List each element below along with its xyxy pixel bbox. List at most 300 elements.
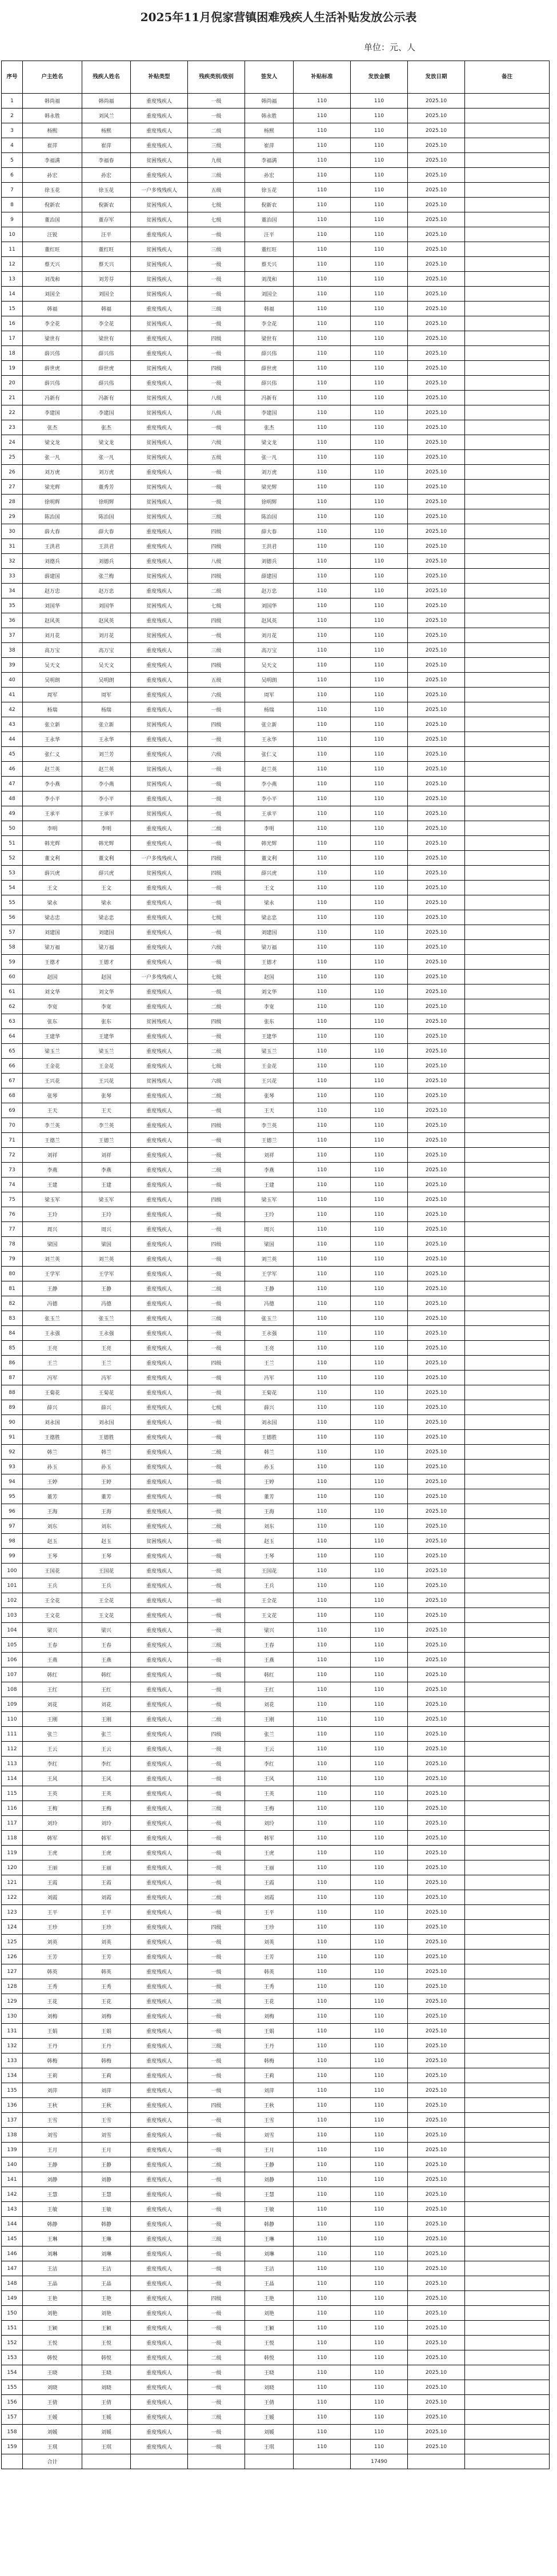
table-cell: 一级 xyxy=(188,2202,245,2217)
table-cell: 冯新有 xyxy=(82,391,131,405)
table-cell: 73 xyxy=(2,1163,23,1178)
table-cell: 王秀 xyxy=(245,1979,294,1994)
table-row xyxy=(2,1682,550,1697)
table-row xyxy=(2,1311,550,1326)
table-cell: 55 xyxy=(2,895,23,910)
table-cell: 一级 xyxy=(188,881,245,895)
table-cell: 110 xyxy=(294,153,351,168)
table-cell: 王婷 xyxy=(82,1474,131,1489)
table-row xyxy=(2,1578,550,1593)
table-cell: 2025.10 xyxy=(408,1920,465,1935)
table-cell: 一级 xyxy=(188,1103,245,1118)
table-row xyxy=(2,2232,550,2247)
table-cell: 37 xyxy=(2,628,23,643)
column-header: 补贴标准 xyxy=(294,61,351,94)
table-row xyxy=(2,925,550,940)
table-cell xyxy=(465,821,550,836)
table-cell: 重度残疾人 xyxy=(131,2187,188,2202)
table-cell: 52 xyxy=(2,851,23,866)
table-cell: 一级 xyxy=(188,1964,245,1979)
table-cell: 王媛 xyxy=(23,2410,82,2425)
table-row xyxy=(2,777,550,791)
table-cell: 贫困残疾人 xyxy=(131,198,188,212)
table-cell: 董芳 xyxy=(245,1489,294,1504)
table-cell: 110 xyxy=(351,1771,408,1786)
table-cell: 一级 xyxy=(188,1207,245,1222)
table-cell: 110 xyxy=(294,1029,351,1044)
table-cell: 41 xyxy=(2,688,23,702)
table-cell xyxy=(465,1786,550,1801)
table-cell: 58 xyxy=(2,940,23,955)
table-cell: 110 xyxy=(294,1014,351,1029)
table-cell: 2025.10 xyxy=(408,1252,465,1267)
table-cell: 刘文华 xyxy=(245,984,294,999)
table-row xyxy=(2,272,550,287)
table-cell: 110 xyxy=(294,1252,351,1267)
table-cell: 2025.10 xyxy=(408,1489,465,1504)
table-cell: 一级 xyxy=(188,2187,245,2202)
table-cell: 贫困残疾人 xyxy=(131,866,188,881)
table-cell: 贫困残疾人 xyxy=(131,287,188,302)
table-cell: 重度残疾人 xyxy=(131,836,188,851)
table-cell: 92 xyxy=(2,1445,23,1460)
table-row xyxy=(2,2143,550,2157)
table-cell: 110 xyxy=(351,999,408,1014)
table-cell: 三级 xyxy=(188,168,245,183)
table-cell: 重度残疾人 xyxy=(131,1267,188,1281)
table-cell xyxy=(465,2217,550,2232)
table-cell xyxy=(465,1697,550,1712)
table-cell: 韩梅 xyxy=(245,2053,294,2068)
table-row xyxy=(2,910,550,925)
table-cell xyxy=(465,1192,550,1207)
table-cell: 王玲 xyxy=(82,1207,131,1222)
table-cell: 110 xyxy=(294,495,351,509)
table-cell: 重度残疾人 xyxy=(131,1757,188,1771)
table-cell: 135 xyxy=(2,2083,23,2098)
table-cell: 重度残疾人 xyxy=(131,1133,188,1148)
table-cell: 李全花 xyxy=(23,316,82,331)
table-row xyxy=(2,673,550,688)
table-cell: 一级 xyxy=(188,1296,245,1311)
table-cell: 64 xyxy=(2,1029,23,1044)
table-row xyxy=(2,1979,550,1994)
table-cell xyxy=(465,598,550,613)
table-cell xyxy=(465,1088,550,1103)
table-cell xyxy=(465,1118,550,1133)
table-cell: 一级 xyxy=(188,2425,245,2440)
table-row xyxy=(2,1519,550,1534)
table-cell: 梁国 xyxy=(245,1237,294,1252)
table-cell: 110 xyxy=(294,168,351,183)
table-cell: 110 xyxy=(351,1667,408,1682)
table-cell xyxy=(465,688,550,702)
table-cell: 38 xyxy=(2,643,23,658)
table-cell: 重度残疾人 xyxy=(131,1608,188,1623)
table-cell: 张立新 xyxy=(245,717,294,732)
table-cell: 二级 xyxy=(188,123,245,138)
table-cell: 110 xyxy=(351,791,408,806)
table-cell: 杨瑞 xyxy=(23,702,82,717)
table-cell: 刘萍 xyxy=(82,2083,131,2098)
table-cell xyxy=(465,1682,550,1697)
table-cell: 11 xyxy=(2,242,23,257)
table-cell: 重度残疾人 xyxy=(131,1905,188,1920)
header-row xyxy=(2,61,550,94)
table-cell: 王晶 xyxy=(23,2276,82,2291)
table-cell: 重度残疾人 xyxy=(131,1341,188,1356)
table-cell: 110 xyxy=(294,2350,351,2365)
table-cell: 110 xyxy=(351,836,408,851)
table-row xyxy=(2,1474,550,1489)
table-cell xyxy=(465,1356,550,1371)
table-cell: 六级 xyxy=(188,1074,245,1088)
table-cell: 110 xyxy=(294,123,351,138)
table-cell: 119 xyxy=(2,1846,23,1860)
table-cell: 110 xyxy=(351,1237,408,1252)
table-cell: 2025.10 xyxy=(408,316,465,331)
table-row xyxy=(2,1371,550,1385)
table-cell xyxy=(465,2083,550,2098)
table-cell: 王国花 xyxy=(245,1564,294,1578)
table-cell: 110 xyxy=(294,138,351,153)
table-cell: 2025.10 xyxy=(408,895,465,910)
total-cell-empty-8 xyxy=(465,2454,550,2469)
table-cell: 110 xyxy=(294,1875,351,1890)
table-cell: 110 xyxy=(351,1103,408,1118)
table-row xyxy=(2,2425,550,2440)
table-cell xyxy=(465,955,550,970)
table-row xyxy=(2,1445,550,1460)
table-cell: 王芳 xyxy=(245,1950,294,1964)
table-cell: 贫困残疾人 xyxy=(131,495,188,509)
table-cell: 82 xyxy=(2,1296,23,1311)
table-cell: 李福春 xyxy=(82,153,131,168)
table-cell: 110 xyxy=(294,1237,351,1252)
table-cell: 三级 xyxy=(188,302,245,316)
table-cell: 赵玉 xyxy=(82,1534,131,1549)
table-cell: 薛兴虎 xyxy=(245,866,294,881)
table-cell: 72 xyxy=(2,1148,23,1163)
table-cell: 七级 xyxy=(188,970,245,984)
table-cell: 2025.10 xyxy=(408,1519,465,1534)
table-cell: 2025.10 xyxy=(408,791,465,806)
table-cell xyxy=(465,2113,550,2128)
table-cell: 110 xyxy=(351,1519,408,1534)
table-cell: 110 xyxy=(294,1341,351,1356)
table-cell xyxy=(465,480,550,495)
table-cell: 张玉兰 xyxy=(245,1311,294,1326)
table-cell: 110 xyxy=(351,732,408,747)
table-cell: 2025.10 xyxy=(408,2143,465,2157)
table-cell: 重度残疾人 xyxy=(131,1846,188,1860)
table-cell: 110 xyxy=(351,1816,408,1831)
table-cell: 110 xyxy=(294,1712,351,1727)
table-cell xyxy=(465,509,550,524)
table-cell: 王琳 xyxy=(23,2232,82,2247)
table-cell xyxy=(465,198,550,212)
table-cell: 贫困残疾人 xyxy=(131,257,188,272)
table-cell: 重度残疾人 xyxy=(131,2039,188,2053)
table-cell: 2025.10 xyxy=(408,1148,465,1163)
table-cell: 王静 xyxy=(82,2157,131,2172)
table-cell: 110 xyxy=(294,2291,351,2306)
table-row xyxy=(2,598,550,613)
table-cell: 2025.10 xyxy=(408,108,465,123)
table-cell: 110 xyxy=(351,1950,408,1964)
table-cell: 刘萍 xyxy=(23,2083,82,2098)
table-cell: 李红 xyxy=(245,1757,294,1771)
table-cell: 王琴 xyxy=(245,1549,294,1564)
table-cell: 王琪 xyxy=(82,2440,131,2454)
table-cell: 110 xyxy=(351,2098,408,2113)
table-cell: 董治国 xyxy=(23,212,82,227)
table-cell: 李建国 xyxy=(82,405,131,420)
table-cell: 110 xyxy=(351,198,408,212)
table-cell xyxy=(465,1816,550,1831)
table-row xyxy=(2,1905,550,1920)
table-cell xyxy=(465,851,550,866)
table-cell: 110 xyxy=(351,509,408,524)
table-cell xyxy=(465,524,550,539)
table-cell: 一级 xyxy=(188,257,245,272)
table-cell: 韩尚福 xyxy=(23,94,82,108)
table-cell: 2025.10 xyxy=(408,2068,465,2083)
table-cell: 2025.10 xyxy=(408,138,465,153)
table-cell xyxy=(465,1831,550,1846)
table-cell: 贫困残疾人 xyxy=(131,1074,188,1088)
table-cell: 34 xyxy=(2,584,23,598)
table-cell: 88 xyxy=(2,1385,23,1400)
table-row xyxy=(2,1178,550,1192)
table-cell: 110 xyxy=(294,613,351,628)
table-cell: 韩红 xyxy=(245,1667,294,1682)
table-cell: 一级 xyxy=(188,2261,245,2276)
table-cell: 重度残疾人 xyxy=(131,2410,188,2425)
table-cell: 刘兰芳 xyxy=(82,747,131,762)
table-row xyxy=(2,1623,550,1638)
table-cell: 54 xyxy=(2,881,23,895)
table-cell: 2025.10 xyxy=(408,1445,465,1460)
table-cell: 2025.10 xyxy=(408,1385,465,1400)
table-cell: 110 xyxy=(351,2083,408,2098)
table-cell: 刘国华 xyxy=(245,598,294,613)
table-row xyxy=(2,2380,550,2395)
table-cell: 王雪 xyxy=(82,2113,131,2128)
table-cell: 2025.10 xyxy=(408,821,465,836)
table-cell: 2025.10 xyxy=(408,732,465,747)
table-cell: 110 xyxy=(294,257,351,272)
table-cell: 147 xyxy=(2,2261,23,2276)
table-cell: 110 xyxy=(351,1267,408,1281)
table-cell: 110 xyxy=(294,1549,351,1564)
table-cell: 刘静 xyxy=(23,2172,82,2187)
table-cell: 30 xyxy=(2,524,23,539)
table-cell: 2025.10 xyxy=(408,1549,465,1564)
table-cell: 62 xyxy=(2,999,23,1014)
table-cell xyxy=(465,1281,550,1296)
table-cell: 110 xyxy=(351,1682,408,1697)
table-cell xyxy=(465,450,550,465)
table-cell: 重度残疾人 xyxy=(131,1430,188,1445)
table-cell: 2025.10 xyxy=(408,747,465,762)
table-cell: 张一凡 xyxy=(245,450,294,465)
table-cell: 四级 xyxy=(188,1356,245,1371)
table-cell: 50 xyxy=(2,821,23,836)
table-cell: 110 xyxy=(351,1920,408,1935)
table-cell: 王琴 xyxy=(82,1549,131,1564)
table-row xyxy=(2,2321,550,2336)
table-cell: 110 xyxy=(294,2395,351,2410)
table-cell: 2025.10 xyxy=(408,302,465,316)
table-cell: 110 xyxy=(294,1504,351,1519)
table-cell: 121 xyxy=(2,1875,23,1890)
table-row xyxy=(2,2098,550,2113)
table-cell: 133 xyxy=(2,2053,23,2068)
table-row xyxy=(2,1638,550,1653)
table-cell: 王永强 xyxy=(82,1326,131,1341)
table-cell: 一级 xyxy=(188,1608,245,1623)
table-cell: 27 xyxy=(2,480,23,495)
table-cell: 一级 xyxy=(188,2336,245,2350)
table-row xyxy=(2,1326,550,1341)
table-row xyxy=(2,2350,550,2365)
table-cell: 2025.10 xyxy=(408,2053,465,2068)
table-row xyxy=(2,2261,550,2276)
table-cell: 张一凡 xyxy=(23,450,82,465)
table-cell: 重度残疾人 xyxy=(131,1296,188,1311)
table-cell: 李燕 xyxy=(245,1163,294,1178)
table-cell: 王文 xyxy=(245,881,294,895)
table-cell xyxy=(465,791,550,806)
table-cell: 重度残疾人 xyxy=(131,2365,188,2380)
table-row xyxy=(2,1059,550,1074)
table-cell: 薛建国 xyxy=(23,569,82,584)
table-cell: 110 xyxy=(351,569,408,584)
table-cell: 110 xyxy=(294,895,351,910)
table-cell: 吴天文 xyxy=(82,658,131,673)
total-amount: 17490 xyxy=(351,2454,408,2469)
total-label: 合计 xyxy=(23,2454,82,2469)
table-cell: 2025.10 xyxy=(408,1979,465,1994)
table-cell: 王倩 xyxy=(23,2395,82,2410)
table-cell: 四级 xyxy=(188,524,245,539)
table-cell: 110 xyxy=(294,2113,351,2128)
table-cell: 六级 xyxy=(188,688,245,702)
table-row xyxy=(2,1667,550,1682)
table-cell: 重度残疾人 xyxy=(131,1415,188,1430)
table-cell: 倪新农 xyxy=(245,198,294,212)
table-cell: 110 xyxy=(351,2306,408,2321)
table-cell: 梁志忠 xyxy=(23,910,82,925)
table-cell: 王平 xyxy=(23,1905,82,1920)
table-cell: 重度残疾人 xyxy=(131,1727,188,1742)
table-cell: 梁永 xyxy=(245,895,294,910)
table-cell: 110 xyxy=(351,2276,408,2291)
table-cell: 118 xyxy=(2,1831,23,1846)
table-cell: 110 xyxy=(294,1474,351,1489)
table-cell: 110 xyxy=(294,1207,351,1222)
table-cell: 110 xyxy=(294,1178,351,1192)
table-row xyxy=(2,2024,550,2039)
table-cell: 贫困残疾人 xyxy=(131,316,188,331)
table-cell: 2025.10 xyxy=(408,584,465,598)
table-cell: 112 xyxy=(2,1742,23,1757)
table-cell: 110 xyxy=(294,2247,351,2261)
table-cell: 赵万忠 xyxy=(245,584,294,598)
table-cell: 王娟 xyxy=(23,2024,82,2039)
table-cell xyxy=(465,1385,550,1400)
table-cell: 93 xyxy=(2,1460,23,1474)
total-cell-empty-7 xyxy=(408,2454,465,2469)
table-cell: 13 xyxy=(2,272,23,287)
table-row xyxy=(2,1430,550,1445)
table-cell: 李红 xyxy=(82,1757,131,1771)
table-cell: 2025.10 xyxy=(408,1890,465,1905)
table-cell: 40 xyxy=(2,673,23,688)
table-cell: 43 xyxy=(2,717,23,732)
table-cell xyxy=(465,331,550,346)
table-cell: 刘霞 xyxy=(23,1890,82,1905)
table-cell xyxy=(465,1653,550,1667)
table-cell xyxy=(465,658,550,673)
table-cell: 王艳 xyxy=(245,2291,294,2306)
table-cell: 重度残疾人 xyxy=(131,2217,188,2232)
table-row xyxy=(2,391,550,405)
table-cell: 一级 xyxy=(188,2217,245,2232)
table-cell: 王芳 xyxy=(23,1950,82,1964)
table-cell: 110 xyxy=(294,1890,351,1905)
table-cell: 薛大春 xyxy=(82,524,131,539)
table-cell: 110 xyxy=(351,955,408,970)
table-cell: 110 xyxy=(294,435,351,450)
table-cell: 一级 xyxy=(188,1029,245,1044)
table-cell: 110 xyxy=(351,2321,408,2336)
table-cell: 117 xyxy=(2,1816,23,1831)
table-cell: 梁文龙 xyxy=(23,435,82,450)
table-cell: 110 xyxy=(294,1801,351,1816)
table-cell: 2025.10 xyxy=(408,242,465,257)
table-cell: 一级 xyxy=(188,1950,245,1964)
table-row xyxy=(2,1460,550,1474)
table-cell: 李小燕 xyxy=(82,777,131,791)
table-row xyxy=(2,569,550,584)
table-cell: 八级 xyxy=(188,391,245,405)
table-cell: 110 xyxy=(294,242,351,257)
table-cell: 一级 xyxy=(188,777,245,791)
column-header: 序号 xyxy=(2,61,23,94)
table-cell: 83 xyxy=(2,1311,23,1326)
total-cell-empty-1 xyxy=(2,2454,23,2469)
table-cell: 四级 xyxy=(188,717,245,732)
table-row xyxy=(2,1920,550,1935)
table-cell xyxy=(465,2053,550,2068)
table-cell: 刘琳 xyxy=(245,2247,294,2261)
table-cell: 110 xyxy=(351,272,408,287)
table-cell: 110 xyxy=(294,2128,351,2143)
table-row xyxy=(2,1281,550,1296)
table-cell: 梁玉军 xyxy=(23,1192,82,1207)
table-cell: 2025.10 xyxy=(408,1341,465,1356)
table-row xyxy=(2,539,550,554)
table-cell: 110 xyxy=(294,1682,351,1697)
table-cell: 王春 xyxy=(82,1638,131,1653)
table-row xyxy=(2,316,550,331)
table-row xyxy=(2,376,550,391)
table-cell: 103 xyxy=(2,1608,23,1623)
table-row xyxy=(2,1757,550,1771)
table-cell: 重度残疾人 xyxy=(131,1653,188,1667)
